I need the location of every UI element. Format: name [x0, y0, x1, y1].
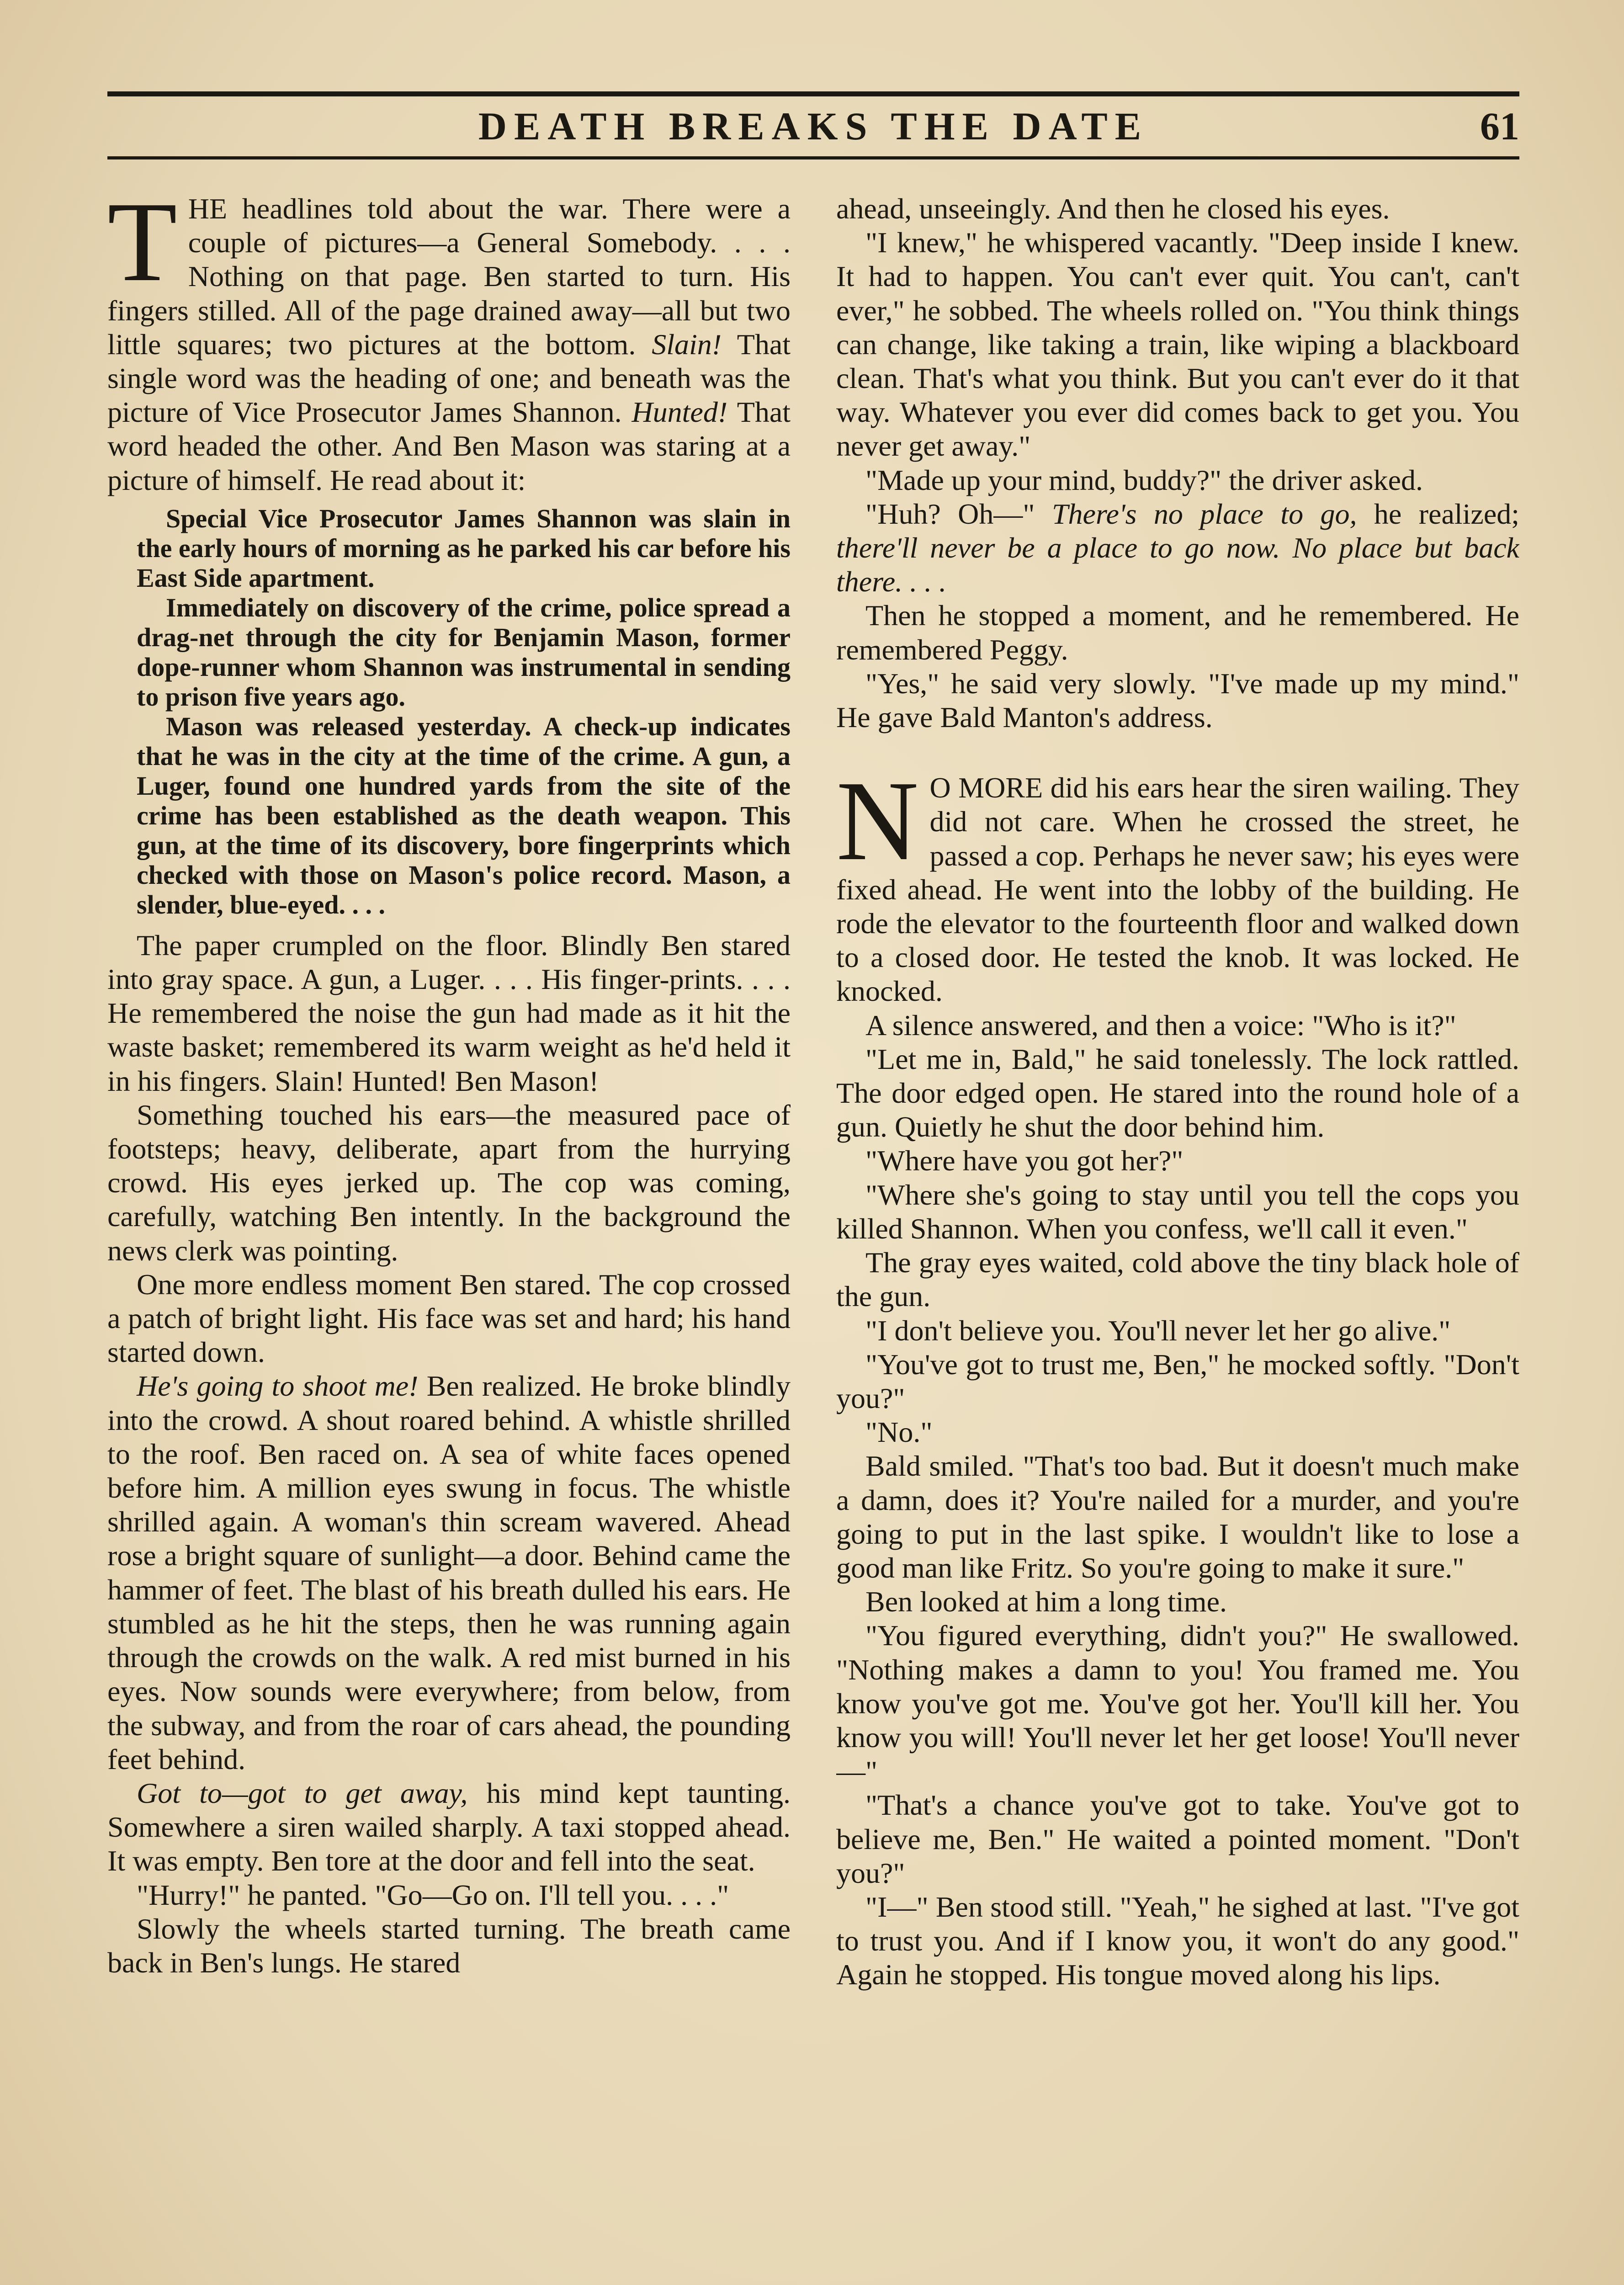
paragraph: A silence answered, and then a voice: "Who is it?" — [865, 1009, 1456, 1042]
paragraph: "Where she's going to stay until you tell the cops you killed Shannon. When you confess, we'll call it even." — [836, 1178, 1519, 1245]
news-clipping-quote — [107, 504, 791, 919]
right-column — [836, 192, 1519, 2285]
paragraph: N O MORE did his ears hear the siren wailing. They did not care. When he crossed the street, he passed a cop. Perhaps he never saw; his eyes were fixed ahead. He went into the lobby of the building. He rode the elevator to the fourteenth floor and walked down to a closed door. He tested the knob. It was locked. He knocked. — [836, 758, 1519, 1008]
paragraph: The paper crumpled on the floor. Blindly Ben stared into gray space. A gun, a Luger. . . . His finger-prints. . . . He remembered the noise the gun had made as it hit the waste basket; remembered its warm weight as he'd held it in his fingers. Slain! Hunted! Ben Mason! — [107, 929, 791, 1097]
paragraph: Slowly the wheels started turning. The breath came back in Ben's lungs. He stared — [107, 1912, 791, 1979]
paragraph: "You've got to trust me, Ben," he mocked softly. "Don't you?" — [836, 1348, 1519, 1414]
paragraph: "I don't believe you. You'll never let her go alive." — [865, 1314, 1451, 1347]
paragraph: "Hurry!" he panted. "Go—Go on. I'll tell you. . . ." — [137, 1878, 729, 1911]
paragraph: He's going to shoot me! Ben realized. He broke blindly into the crowd. A shout roared behind. A whistle shrilled to the roof. Ben raced on. A sea of white faces opened before him. A million eyes swung in focus. The whistle shrilled again. A woman's thin scream wavered. Ahead rose a bright square of sunlight—a door. Behind came the hammer of feet. The blast of his breath dulled his ears. He stumbled as he hit the steps, then he was running again through the crowds on the walk. A red mist burned in his eyes. Now sounds were everywhere; from below, from the subway, and from the roar of cars ahead, the pounding feet behind. — [107, 1370, 791, 1775]
paragraph: Got to—got to get away, his mind kept taunting. Somewhere a siren wailed sharply. A taxi stopped ahead. It was empty. Ben tore at the door and fell into the seat. — [107, 1776, 791, 1877]
quote-paragraph: Mason was released yesterday. A check-up indicates that he was in the city at the time of the crime. A gun, a Luger, found one hundred yards from the site of the crime has been established as the death weapon. This gun, at the time of its discovery, bore fingerprints which checked with those on Mason's police record. Mason, a slender, blue-eyed. . . . — [137, 711, 791, 919]
quote-paragraph: Immediately on discovery of the crime, police spread a drag-net through the city for Benjamin Mason, former dope-runner whom Shannon was instrumental in sending to prison five years ago. — [137, 592, 791, 712]
paragraph: ahead, unseeingly. And then he closed his eyes. — [836, 192, 1390, 225]
drop-cap: T — [107, 192, 177, 305]
drop-cap: N — [836, 758, 919, 885]
paragraph: "I knew," he whispered vacantly. "Deep inside I knew. It had to happen. You can't ever quit. You can't, can't ever," he sobbed. The wheels rolled on. "You think things can change, like taking a train, like wiping a blackboard clean. That's what you think. But you can't ever do it that way. Whatever you ever did comes back to get you. You never get away." — [836, 226, 1519, 462]
paragraph: Bald smiled. "That's too bad. But it doesn't much make a damn, does it? You're nailed for a murder, and you're going to put in the last spike. I wouldn't like to lose a good man like Fritz. So you're going to make it sure." — [836, 1450, 1519, 1584]
paragraph: "Where have you got her?" — [865, 1144, 1184, 1177]
running-title: DEATH BREAKS THE DATE — [478, 104, 1149, 148]
header-bottom-rule — [107, 156, 1519, 159]
paragraph: Something touched his ears—the measured pace of footsteps; heavy, deliberate, apart from the hurrying crowd. His eyes jerked up. The cop was coming, carefully, watching Ben intently. In the background the news clerk was pointing. — [107, 1098, 791, 1267]
paragraph: "Huh? Oh—" There's no place to go, he realized; there'll never be a place to go now. No place but back there. . . . — [836, 497, 1519, 598]
paragraph: Ben looked at him a long time. — [865, 1585, 1227, 1618]
quote-paragraph: Special Vice Prosecutor James Shannon was slain in the early hours of morning as he parked his car before his East Side apartment. — [137, 503, 791, 593]
page-number: 61 — [1480, 104, 1519, 148]
paragraph: "Yes," he said very slowly. "I've made up my mind." He gave Bald Manton's address. — [836, 667, 1519, 734]
header-top-rule — [107, 91, 1519, 96]
left-column — [107, 192, 791, 2285]
paragraph: "You figured everything, didn't you?" He swallowed. "Nothing makes a damn to you! You framed me. You know you've got me. You've got her. You'll kill her. You know you will! You'll never let her get loose! You'll never—" — [836, 1619, 1519, 1788]
paragraph: One more endless moment Ben stared. The cop crossed a patch of bright light. His face was set and hard; his hand started down. — [107, 1268, 791, 1369]
paragraph: "I—" Ben stood still. "Yeah," he sighed at last. "I've got to trust you. And if I know you, it won't do any good." Again he stopped. His tongue moved along his lips. — [836, 1890, 1519, 1991]
paragraph: "No." — [865, 1416, 933, 1449]
paragraph: "Made up your mind, buddy?" the driver asked. — [865, 463, 1423, 496]
paragraph: Then he stopped a moment, and he remembered. He remembered Peggy. — [836, 599, 1519, 666]
paragraph: THE headlines told about the war. There were a couple of pictures—a General Somebody. . . . Nothing on that page. Ben started to turn. His fingers stilled. All of the page drained away—all but two little squares; two pictures at the bottom. Slain! That single word was the heading of one; and beneath was the picture of Vice Prosecutor James Shannon. Hunted! That word headed the other. And Ben Mason was staring at a picture of himself. He read about it: — [107, 192, 791, 496]
paragraph: "That's a chance you've got to take. You've got to believe me, Ben." He waited a pointed moment. "Don't you?" — [836, 1789, 1519, 1889]
paragraph: "Let me in, Bald," he said tonelessly. The lock rattled. The door edged open. He stared into the round hole of a gun. Quietly he shut the door behind him. — [836, 1042, 1519, 1143]
paragraph: The gray eyes waited, cold above the tiny black hole of the gun. — [836, 1246, 1519, 1313]
